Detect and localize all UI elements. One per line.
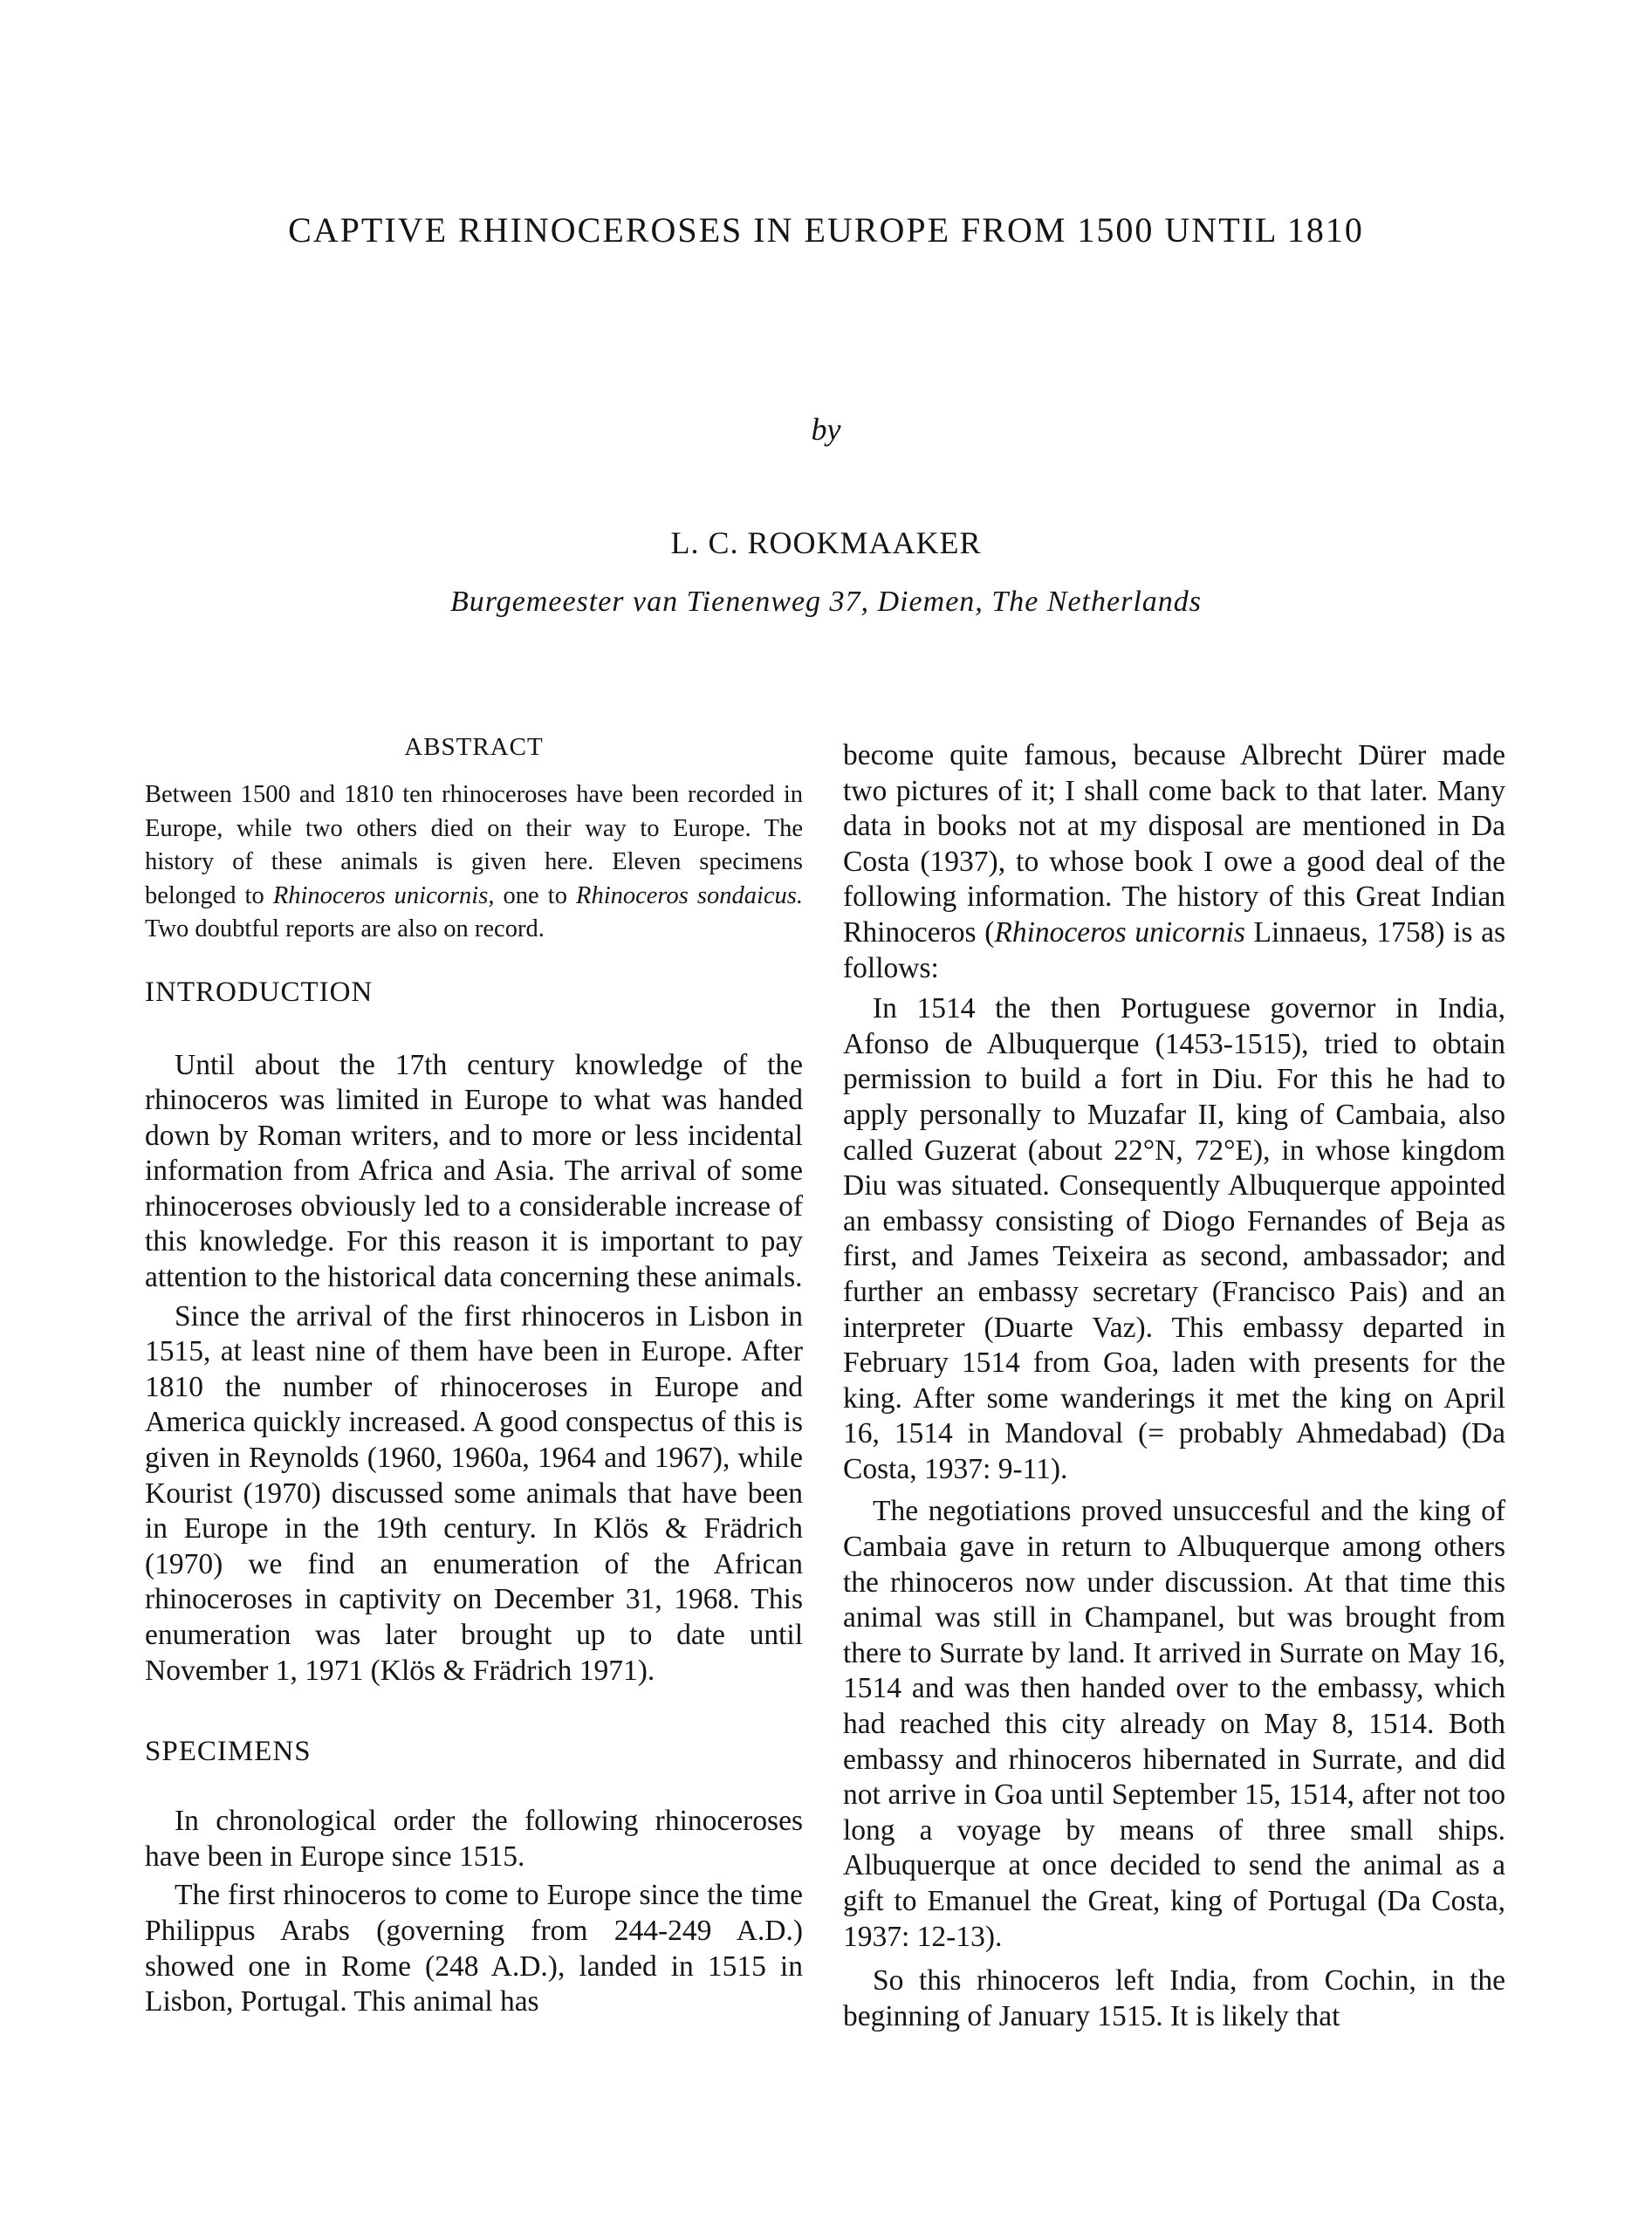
specimens-paragraph-1: In chronological order the following rhinoceroses have been in Europe since 1515. bbox=[145, 1805, 803, 1873]
introduction-paragraph-2: Since the arrival of the first rhinoceros in Lisbon in 1515, at least nine of them have been in Europe. After 1810 the number of rhinoceroses in Europe and America quickly increased. A good conspectus of this is given in Reynolds (1960, 1960a, 1964 and 1967), while Kourist (1970) discussed some animals that have been in Europe in the 19th century. In Klös & Frädrich (1970) we find an enumeration of the African rhinoceroses in captivity on December 31, 1968. This enumeration was later brought up to date until November 1, 1971 (Klös & Frädrich 1971). bbox=[145, 1299, 803, 1687]
right-paragraph-2: In 1514 the then Portuguese governor in India, Afonso de Albuquerque (1453-1515), tried to obtain permission to build a fort in Diu. For this he had to apply personally to Muzafar II, king of Cambaia, also called Guzerat (about 22°N, 72°E), in whose kingdom Diu was situated. Consequently Albuquerque appointed an embassy consisting of Diogo Fernandes of Beja as first, and James Teixeira as second, ambassador; and further an embassy secretary (Francisco Pais) and an interpreter (Duarte Vaz). This embassy departed in February 1514 from Goa, laden with presents for the king. After some wanderings it met the king on April 16, 1514 in Mandoval (= probably Ahmedabad) (Da Costa, 1937: 9-11). bbox=[843, 992, 1505, 1485]
right-column bbox=[843, 738, 1505, 2034]
right-paragraph-1 bbox=[843, 738, 1505, 986]
author-address: Burgemeester van Tienenweg 37, Diemen, The Netherlands bbox=[449, 586, 1203, 618]
abstract-species-1: Rhinoceros unicornis, bbox=[272, 881, 495, 909]
abstract-text bbox=[145, 778, 803, 947]
abstract-species-2: Rhinoceros sondaicus. bbox=[576, 881, 803, 909]
section-heading-introduction: INTRODUCTION bbox=[145, 976, 374, 1008]
left-column bbox=[145, 730, 803, 2020]
page-title: CAPTIVE RHINOCEROSES IN EUROPE FROM 1500 UNTIL 1810 bbox=[288, 210, 1364, 250]
right-paragraph-4: So this rhinoceros left India, from Cochin, in the beginning of January 1515. It is likely that bbox=[843, 1964, 1505, 2032]
author-name: L. C. ROOKMAAKER bbox=[670, 525, 982, 560]
right-paragraph-1-part1: become quite famous, because Albrecht Dürer made two pictures of it; I shall come back to that later. Many data in books not at my disposal are mentioned in Da Costa (1937), to whose book I owe a good deal of the following information. The history of this Great Indian Rhinoceros ( bbox=[843, 739, 1505, 949]
right-paragraph-1-part2: Linnaeus, 1758) is as follows: bbox=[843, 915, 1505, 984]
section-heading-specimens: SPECIMENS bbox=[145, 1736, 312, 1768]
abstract-heading: ABSTRACT bbox=[404, 733, 544, 761]
introduction-paragraph-1: Until about the 17th century knowledge of the rhinoceros was limited in Europe to what was handed down by Roman writers, and to more or less incidental information from Africa and Asia. The arrival of some rhinoceroses obviously led to a considerable increase of this knowledge. For this reason it is important to pay attention to the historical data concerning these animals. bbox=[145, 1048, 803, 1294]
abstract-text-part2: one to bbox=[494, 881, 577, 909]
abstract-text-part3: Two doubtful reports are also on record. bbox=[145, 915, 545, 942]
byline: by bbox=[811, 412, 841, 447]
right-paragraph-3: The negotiations proved unsuccesful and the king of Cambaia gave in return to Albuquerque among others the rhinoceros now under discussion. At that time this animal was still in Champanel, but was brought from there to Surrate by land. It arrived in Surrate on May 16, 1514 and was then handed over to the embassy, which had reached this city already on May 8, 1514. Both embassy and rhinoceros hibernated in Surrate, and did not arrive in Goa until September 15, 1514, after not too long a voyage by means of three small ships. Albuquerque at once decided to send the animal as a gift to Emanuel the Great, king of Portugal (Da Costa, 1937: 12-13). bbox=[843, 1495, 1505, 1953]
abstract-text-part1: Between 1500 and 1810 ten rhinoceroses have been recorded in Europe, while two others died on their way to Europe. The history of these animals is given here. Eleven specimens belonged to bbox=[145, 781, 803, 909]
right-paragraph-1-species: Rhinoceros unicornis bbox=[994, 915, 1245, 949]
specimens-paragraph-2: The first rhinoceros to come to Europe since the time Philippus Arabs (governing from 244-249 A.D.) showed one in Rome (248 A.D.), landed in 1515 in Lisbon, Portugal. This animal has bbox=[145, 1879, 803, 2018]
